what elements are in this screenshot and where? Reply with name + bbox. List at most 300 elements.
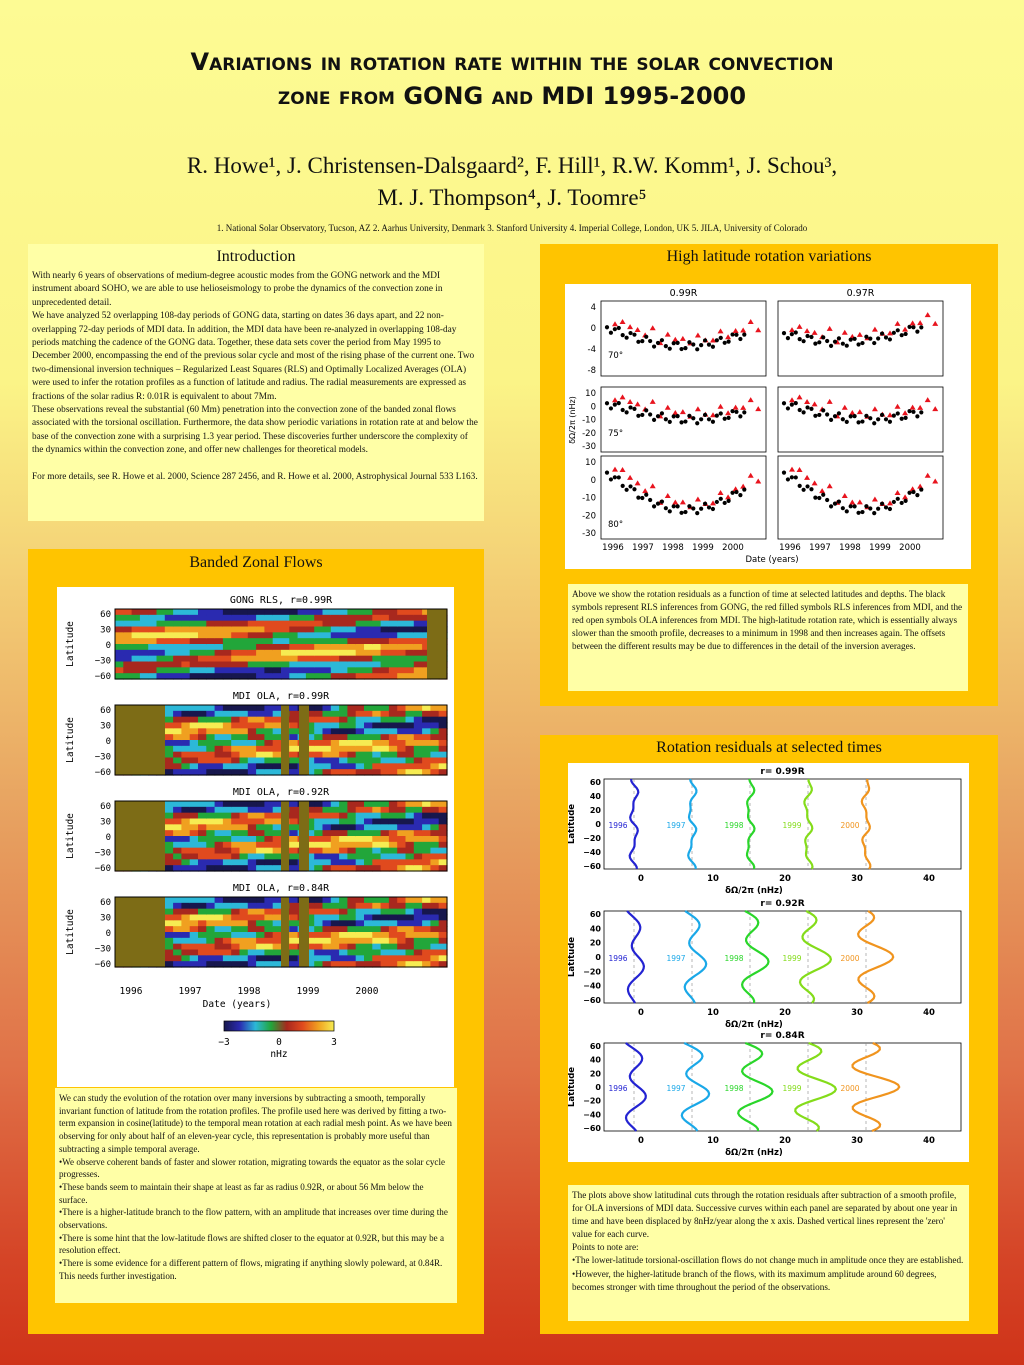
- heatmap-cell: [430, 746, 439, 752]
- heatmap-cell: [314, 728, 323, 734]
- heatmap-cell: [165, 932, 174, 938]
- heatmap-cell: [248, 938, 257, 944]
- heatmap-cell: [215, 836, 224, 842]
- gong-data-point: [809, 487, 813, 491]
- heatmap-cell: [331, 842, 340, 848]
- gong-data-point: [802, 488, 806, 492]
- gong-data-point: [734, 410, 738, 414]
- banded-y-tick-label: 30: [100, 817, 111, 828]
- heatmap-cell: [223, 819, 232, 825]
- heatmap-cell: [397, 650, 406, 656]
- data-gap-band: [281, 801, 289, 871]
- heatmap-cell: [314, 662, 323, 668]
- mdi-rls-data-point: [680, 336, 686, 341]
- heatmap-cell: [273, 909, 282, 915]
- colorbar-tick-label: 3: [331, 1037, 337, 1048]
- heatmap-cell: [372, 758, 381, 764]
- gong-data-point: [856, 342, 860, 346]
- gong-data-point: [664, 417, 668, 421]
- residuals-x-tick-label: 0: [638, 1136, 644, 1146]
- heatmap-cell: [372, 656, 381, 662]
- heatmap-cell: [256, 615, 265, 621]
- heatmap-cell: [273, 807, 282, 813]
- heatmap-cell: [422, 926, 431, 932]
- heatmap-cell: [389, 662, 398, 668]
- gong-data-point: [695, 511, 699, 515]
- gong-data-point: [691, 506, 695, 510]
- heatmap-cell: [323, 734, 332, 740]
- heatmap-cell: [256, 897, 265, 903]
- heatmap-cell: [198, 734, 207, 740]
- heatmap-cell: [123, 615, 132, 621]
- mdi-rls-data-point: [812, 330, 818, 335]
- heatmap-cell: [347, 746, 356, 752]
- heatmap-cell: [289, 897, 298, 903]
- heatmap-cell: [381, 627, 390, 633]
- gong-data-point: [668, 509, 672, 513]
- heatmap-cell: [406, 609, 415, 615]
- heatmap-cell: [140, 609, 149, 615]
- gong-data-point: [872, 511, 876, 515]
- heatmap-cell: [248, 836, 257, 842]
- heatmap-cell: [372, 824, 381, 830]
- heatmap-cell: [273, 621, 282, 627]
- gong-data-point: [888, 420, 892, 424]
- heatmap-cell: [206, 955, 215, 961]
- heatmap-cell: [231, 926, 240, 932]
- heatmap-cell: [256, 752, 265, 758]
- gong-data-point: [715, 338, 719, 342]
- heatmap-cell: [231, 656, 240, 662]
- year-label: 2000: [840, 1084, 860, 1093]
- heatmap-cell: [190, 705, 199, 711]
- data-gap-band: [281, 897, 289, 967]
- gong-data-point: [782, 331, 786, 335]
- heatmap-cell: [289, 667, 298, 673]
- heatmap-cell: [397, 801, 406, 807]
- heatmap-cell: [223, 842, 232, 848]
- heatmap-cell: [289, 938, 298, 944]
- heatmap-cell: [347, 723, 356, 729]
- gong-data-point: [809, 407, 813, 411]
- heatmap-cell: [190, 609, 199, 615]
- heatmap-cell: [414, 932, 423, 938]
- mdi-rls-data-point: [872, 327, 878, 332]
- heatmap-cell: [181, 824, 190, 830]
- heatmap-cell: [256, 758, 265, 764]
- mdi-rls-data-point: [627, 475, 633, 480]
- banded-flows-figure: [57, 587, 454, 1087]
- heatmap-cell: [173, 667, 182, 673]
- gong-data-point: [621, 333, 625, 337]
- heatmap-cell: [123, 667, 132, 673]
- heatmap-cell: [248, 728, 257, 734]
- gong-data-point: [683, 346, 687, 350]
- heatmap-cell: [264, 807, 273, 813]
- heatmap-cell: [140, 638, 149, 644]
- mdi-rls-data-point: [748, 473, 754, 478]
- heatmap-cell: [414, 830, 423, 836]
- residuals-y-tick-label: −40: [583, 848, 601, 857]
- heatmap-cell: [314, 926, 323, 932]
- heatmap-cell: [406, 807, 415, 813]
- heatmap-cell: [430, 938, 439, 944]
- gong-data-point: [864, 335, 868, 339]
- gong-data-point: [884, 335, 888, 339]
- heatmap-cell: [364, 848, 373, 854]
- banded-y-axis-label: Latitude: [65, 813, 76, 859]
- residuals-figure: [568, 763, 969, 1162]
- gong-data-point: [730, 332, 734, 336]
- heatmap-cell: [132, 656, 141, 662]
- gong-data-point: [738, 414, 742, 418]
- heatmap-cell: [347, 632, 356, 638]
- heatmap-cell: [439, 915, 448, 921]
- heatmap-cell: [314, 656, 323, 662]
- heatmap-cell: [339, 717, 348, 723]
- banded-x-tick-label: 2000: [355, 986, 379, 997]
- heatmap-cell: [422, 734, 431, 740]
- heatmap-cell: [231, 752, 240, 758]
- high-latitude-frame: [601, 456, 766, 539]
- heatmap-cell: [439, 763, 448, 769]
- heatmap-cell: [190, 824, 199, 830]
- heatmap-cell: [331, 955, 340, 961]
- heatmap-cell: [356, 627, 365, 633]
- heatmap-cell: [389, 705, 398, 711]
- heatmap-cell: [140, 621, 149, 627]
- banded-y-axis-label: Latitude: [65, 717, 76, 763]
- heatmap-cell: [273, 824, 282, 830]
- heatmap-cell: [248, 944, 257, 950]
- data-gap-band: [115, 801, 165, 871]
- gong-data-point: [617, 401, 621, 405]
- heatmap-cell: [422, 915, 431, 921]
- heatmap-cell: [273, 848, 282, 854]
- high-latitude-y-tick-label: -4: [587, 345, 596, 355]
- heatmap-cell: [198, 763, 207, 769]
- heatmap-cell: [132, 615, 141, 621]
- heatmap-cell: [264, 615, 273, 621]
- heatmap-cell: [314, 627, 323, 633]
- heatmap-cell: [273, 740, 282, 746]
- gong-data-point: [868, 506, 872, 510]
- heatmap-cell: [381, 728, 390, 734]
- heatmap-cell: [323, 728, 332, 734]
- heatmap-cell: [173, 740, 182, 746]
- heatmap-cell: [264, 717, 273, 723]
- heatmap-cell: [132, 609, 141, 615]
- heatmap-cell: [339, 667, 348, 673]
- heatmap-cell: [306, 667, 315, 673]
- heatmap-cell: [414, 644, 423, 650]
- heatmap-cell: [347, 836, 356, 842]
- heatmap-cell: [289, 734, 298, 740]
- gong-data-point: [683, 419, 687, 423]
- gong-data-point: [798, 484, 802, 488]
- heatmap-cell: [381, 746, 390, 752]
- residuals-y-axis-label: Latitude: [568, 936, 577, 978]
- heatmap-cell: [165, 848, 174, 854]
- heatmap-cell: [264, 824, 273, 830]
- heatmap-cell: [215, 950, 224, 956]
- gong-data-point: [719, 497, 723, 501]
- heatmap-cell: [406, 813, 415, 819]
- heatmap-cell: [430, 705, 439, 711]
- heatmap-cell: [406, 848, 415, 854]
- heatmap-cell: [289, 807, 298, 813]
- heatmap-cell: [123, 621, 132, 627]
- high-latitude-x-tick-label: 1997: [632, 543, 654, 553]
- heatmap-cell: [331, 662, 340, 668]
- heatmap-cell: [356, 621, 365, 627]
- heatmap-cell: [264, 932, 273, 938]
- heatmap-cell: [157, 632, 166, 638]
- heatmap-cell: [389, 717, 398, 723]
- gong-data-point: [856, 420, 860, 424]
- heatmap-cell: [422, 830, 431, 836]
- heatmap-cell: [190, 621, 199, 627]
- heatmap-cell: [439, 909, 448, 915]
- heatmap-cell: [206, 920, 215, 926]
- gong-data-point: [829, 344, 833, 348]
- heatmap-cell: [198, 909, 207, 915]
- gong-data-point: [888, 337, 892, 341]
- heatmap-cell: [206, 932, 215, 938]
- heatmap-cell: [289, 705, 298, 711]
- heatmap-cell: [215, 650, 224, 656]
- heatmap-cell: [115, 656, 124, 662]
- banded-x-tick-label: 1999: [296, 986, 320, 997]
- heatmap-cell: [273, 609, 282, 615]
- heatmap-cell: [140, 656, 149, 662]
- heatmap-cell: [430, 859, 439, 865]
- heatmap-cell: [281, 656, 290, 662]
- gong-data-point: [632, 407, 636, 411]
- mdi-rls-data-point: [827, 326, 833, 331]
- heatmap-cell: [256, 740, 265, 746]
- year-label: 1999: [782, 1084, 802, 1093]
- heatmap-cell: [314, 824, 323, 830]
- heatmap-cell: [240, 842, 249, 848]
- mdi-rls-data-point: [740, 405, 746, 410]
- mdi-rls-data-point: [695, 333, 701, 338]
- heatmap-cell: [165, 909, 174, 915]
- heatmap-cell: [198, 955, 207, 961]
- heatmap-cell: [381, 920, 390, 926]
- gong-data-point: [884, 417, 888, 421]
- heatmap-cell: [406, 955, 415, 961]
- heatmap-cell: [439, 938, 448, 944]
- heatmap-cell: [215, 854, 224, 860]
- heatmap-cell: [439, 859, 448, 865]
- heatmap-cell: [347, 819, 356, 825]
- heatmap-cell: [430, 824, 439, 830]
- heatmap-cell: [364, 705, 373, 711]
- heatmap-cell: [264, 903, 273, 909]
- heatmap-cell: [181, 932, 190, 938]
- heatmap-cell: [381, 662, 390, 668]
- banded-panel-title: MDI OLA, r=0.84R: [232, 883, 330, 894]
- heatmap-cell: [173, 819, 182, 825]
- heatmap-cell: [339, 615, 348, 621]
- heatmap-cell: [430, 842, 439, 848]
- heatmap-cell: [165, 859, 174, 865]
- heatmap-cell: [256, 728, 265, 734]
- heatmap-cell: [256, 711, 265, 717]
- mdi-rls-data-point: [925, 397, 931, 402]
- heatmap-cell: [439, 807, 448, 813]
- gong-data-point: [911, 410, 915, 414]
- heatmap-cell: [339, 932, 348, 938]
- heatmap-cell: [206, 662, 215, 668]
- gong-data-point: [644, 335, 648, 339]
- banded-x-tick-label: 1997: [178, 986, 202, 997]
- heatmap-cell: [231, 801, 240, 807]
- heatmap-cell: [273, 667, 282, 673]
- heatmap-cell: [364, 763, 373, 769]
- heatmap-cell: [231, 938, 240, 944]
- mdi-rls-data-point: [718, 328, 724, 333]
- heatmap-cell: [364, 938, 373, 944]
- heatmap-cell: [381, 801, 390, 807]
- heatmap-cell: [115, 632, 124, 638]
- heatmap-cell: [240, 909, 249, 915]
- heatmap-cell: [198, 848, 207, 854]
- gong-data-point: [860, 510, 864, 514]
- heatmap-cell: [190, 763, 199, 769]
- gong-data-point: [829, 418, 833, 422]
- heatmap-cell: [248, 650, 257, 656]
- heatmap-cell: [198, 644, 207, 650]
- heatmap-cell: [190, 944, 199, 950]
- heatmap-cell: [256, 723, 265, 729]
- heatmap-cell: [256, 903, 265, 909]
- heatmap-cell: [406, 723, 415, 729]
- gong-data-point: [644, 408, 648, 412]
- heatmap-cell: [165, 915, 174, 921]
- heatmap-cell: [165, 807, 174, 813]
- heatmap-cell: [430, 944, 439, 950]
- gong-data-point: [802, 339, 806, 343]
- heatmap-cell: [256, 915, 265, 921]
- heatmap-cell: [148, 627, 157, 633]
- gong-data-point: [738, 493, 742, 497]
- heatmap-cell: [273, 932, 282, 938]
- heatmap-cell: [165, 717, 174, 723]
- heatmap-cell: [364, 644, 373, 650]
- heatmap-cell: [430, 752, 439, 758]
- heatmap-cell: [256, 650, 265, 656]
- heatmap-cell: [372, 836, 381, 842]
- heatmap-cell: [364, 650, 373, 656]
- mdi-rls-data-point: [932, 321, 938, 326]
- heatmap-cell: [289, 819, 298, 825]
- heatmap-cell: [356, 813, 365, 819]
- heatmap-cell: [414, 621, 423, 627]
- mdi-rls-data-point: [612, 467, 618, 472]
- gong-data-point: [786, 406, 790, 410]
- heatmap-cell: [347, 824, 356, 830]
- heatmap-cell: [123, 650, 132, 656]
- heatmap-cell: [339, 705, 348, 711]
- banded-y-tick-label: 30: [100, 721, 111, 732]
- heatmap-cell: [206, 813, 215, 819]
- heatmap-cell: [397, 938, 406, 944]
- residuals-paragraph: The plots above show latitudinal cuts through the rotation residuals after subtraction of a smooth profile, for OLA inversions of MDI data. Successive curves within each panel are separated by about one year in time and have been displaced by 8nHz/year along the x axis. Dashed vertical lines represent the 'zero' value for each curve.: [572, 1190, 958, 1240]
- heatmap-cell: [314, 711, 323, 717]
- heatmap-cell: [215, 926, 224, 932]
- banded-figure: [57, 587, 454, 1087]
- heatmap-cell: [323, 807, 332, 813]
- heatmap-cell: [389, 903, 398, 909]
- heatmap-cell: [206, 944, 215, 950]
- mdi-rls-data-point: [797, 467, 803, 472]
- heatmap-cell: [231, 621, 240, 627]
- heatmap-cell: [248, 932, 257, 938]
- heatmap-cell: [364, 854, 373, 860]
- heatmap-cell: [289, 746, 298, 752]
- gong-data-point: [676, 341, 680, 345]
- heatmap-cell: [115, 621, 124, 627]
- heatmap-cell: [347, 897, 356, 903]
- heatmap-cell: [323, 932, 332, 938]
- heatmap-cell: [165, 955, 174, 961]
- high-latitude-frame: [778, 456, 943, 539]
- high-latitude-y-tick-label: 10: [585, 458, 596, 468]
- heatmap-cell: [347, 903, 356, 909]
- heatmap-cell: [422, 758, 431, 764]
- heatmap-cell: [190, 807, 199, 813]
- heatmap-cell: [181, 897, 190, 903]
- heatmap-cell: [223, 662, 232, 668]
- heatmap-cell: [223, 717, 232, 723]
- heatmap-cell: [306, 638, 315, 644]
- banded-bullet: •There is some evidence for a different pattern of flows, migrating if anything slowly poleward, at 0.84R. This needs further investigation.: [59, 1258, 443, 1281]
- heatmap-cell: [132, 644, 141, 650]
- residuals-x-tick-label: 10: [707, 1008, 719, 1018]
- heatmap-cell: [422, 728, 431, 734]
- gong-data-point: [656, 414, 660, 418]
- data-gap-band: [115, 705, 165, 775]
- heatmap-cell: [273, 944, 282, 950]
- mdi-rls-data-point: [650, 325, 656, 330]
- gong-data-point: [911, 490, 915, 494]
- heatmap-cell: [206, 842, 215, 848]
- heatmap-cell: [356, 662, 365, 668]
- heatmap-cell: [256, 909, 265, 915]
- heatmap-cell: [198, 723, 207, 729]
- heatmap-cell: [356, 717, 365, 723]
- mdi-rls-data-point: [718, 404, 724, 409]
- heatmap-cell: [331, 746, 340, 752]
- gong-data-point: [648, 498, 652, 502]
- heatmap-cell: [198, 944, 207, 950]
- heatmap-cell: [181, 763, 190, 769]
- heatmap-cell: [206, 746, 215, 752]
- heatmap-cell: [181, 807, 190, 813]
- heatmap-cell: [198, 859, 207, 865]
- heatmap-cell: [198, 813, 207, 819]
- heatmap-cell: [389, 926, 398, 932]
- heatmap-cell: [240, 717, 249, 723]
- heatmap-cell: [190, 819, 199, 825]
- heatmap-cell: [248, 819, 257, 825]
- heatmap-cell: [372, 932, 381, 938]
- heatmap-cell: [372, 813, 381, 819]
- heatmap-cell: [331, 752, 340, 758]
- heatmap-cell: [231, 824, 240, 830]
